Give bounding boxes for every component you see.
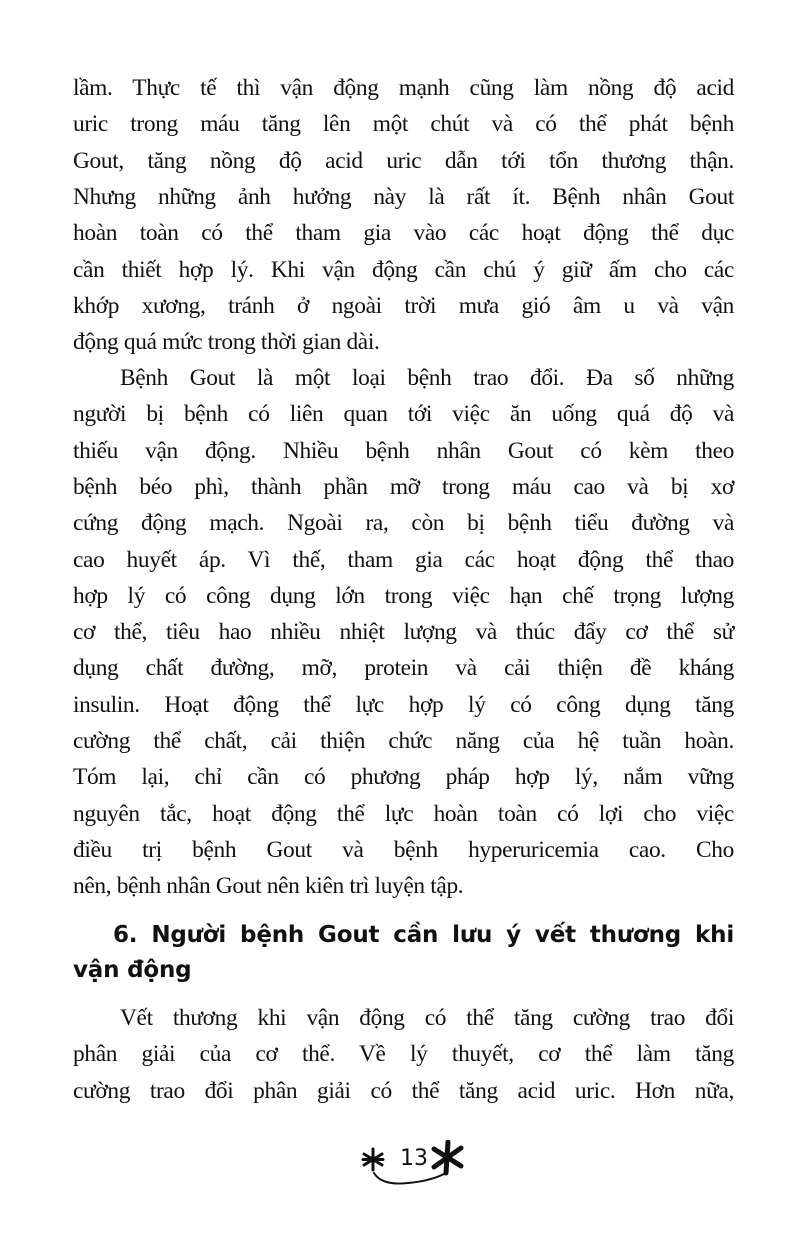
text-line: hoàn toàn có thể tham gia vào các hoạt động thể dục xyxy=(73,220,734,247)
text-line: phân giải của cơ thể. Về lý thuyết, cơ thể làm tăng xyxy=(73,1041,734,1068)
text-line: người bị bệnh có liên quan tới việc ăn uống quá độ và xyxy=(73,401,734,428)
text-line: nên, bệnh nhân Gout nên kiên trì luyện tập. xyxy=(73,873,464,900)
text-line: nguyên tắc, hoạt động thể lực hoàn toàn có lợi cho việc xyxy=(73,800,734,827)
page-number: 13 xyxy=(400,1146,428,1171)
text-line: cường trao đổi phân giải có thể tăng acid uric. Hơn nữa, xyxy=(73,1077,734,1104)
text-line: cần thiết hợp lý. Khi vận động cần chú ý giữ ấm cho các xyxy=(73,256,734,283)
text-line: uric trong máu tăng lên một chút và có thể phát bệnh xyxy=(73,111,734,138)
text-line: lầm. Thực tế thì vận động mạnh cũng làm nồng độ acid xyxy=(73,75,734,101)
text-line: bệnh béo phì, thành phần mỡ trong máu cao và bị xơ xyxy=(73,473,734,500)
text-line: cao huyết áp. Vì thế, tham gia các hoạt động thể thao xyxy=(73,546,734,573)
text-line: dụng chất đường, mỡ, protein và cải thiện đề kháng xyxy=(73,655,734,682)
text-line: Gout, tăng nồng độ acid uric dẫn tới tổn thương thận. xyxy=(73,147,734,174)
text-line: khớp xương, tránh ở ngoài trời mưa gió âm u và vận xyxy=(73,292,734,319)
text-line: Nhưng những ảnh hưởng này là rất ít. Bệnh nhân Gout xyxy=(73,183,734,210)
text-line: Tóm lại, chỉ cần có phương pháp hợp lý, nắm vững xyxy=(73,764,734,791)
text-line: hợp lý có công dụng lớn trong việc hạn chế trọng lượng xyxy=(73,582,734,609)
text-line: Bệnh Gout là một loại bệnh trao đổi. Đa số những xyxy=(120,365,734,391)
heading-line: 6. Người bệnh Gout cần lưu ý vết thương khi xyxy=(113,922,734,948)
text-line: insulin. Hoạt động thể lực hợp lý có công dụng tăng xyxy=(73,691,734,718)
page-number-folio xyxy=(360,1140,470,1192)
text-line: động quá mức trong thời gian dài. xyxy=(73,329,380,356)
text-line: cơ thể, tiêu hao nhiều nhiệt lượng và thúc đẩy cơ thể sử xyxy=(73,619,734,646)
text-line: điều trị bệnh Gout và bệnh hyperuricemia cao. Cho xyxy=(73,836,734,863)
heading-line: vận động xyxy=(73,957,192,983)
text-line: cường thể chất, cải thiện chức năng của hệ tuần hoàn. xyxy=(73,728,734,754)
text-line: thiếu vận động. Nhiều bệnh nhân Gout có kèm theo xyxy=(73,437,734,464)
text-line: cứng động mạch. Ngoài ra, còn bị bệnh tiểu đường và xyxy=(73,510,734,537)
text-line: Vết thương khi vận động có thể tăng cường trao đổi xyxy=(120,1005,734,1031)
